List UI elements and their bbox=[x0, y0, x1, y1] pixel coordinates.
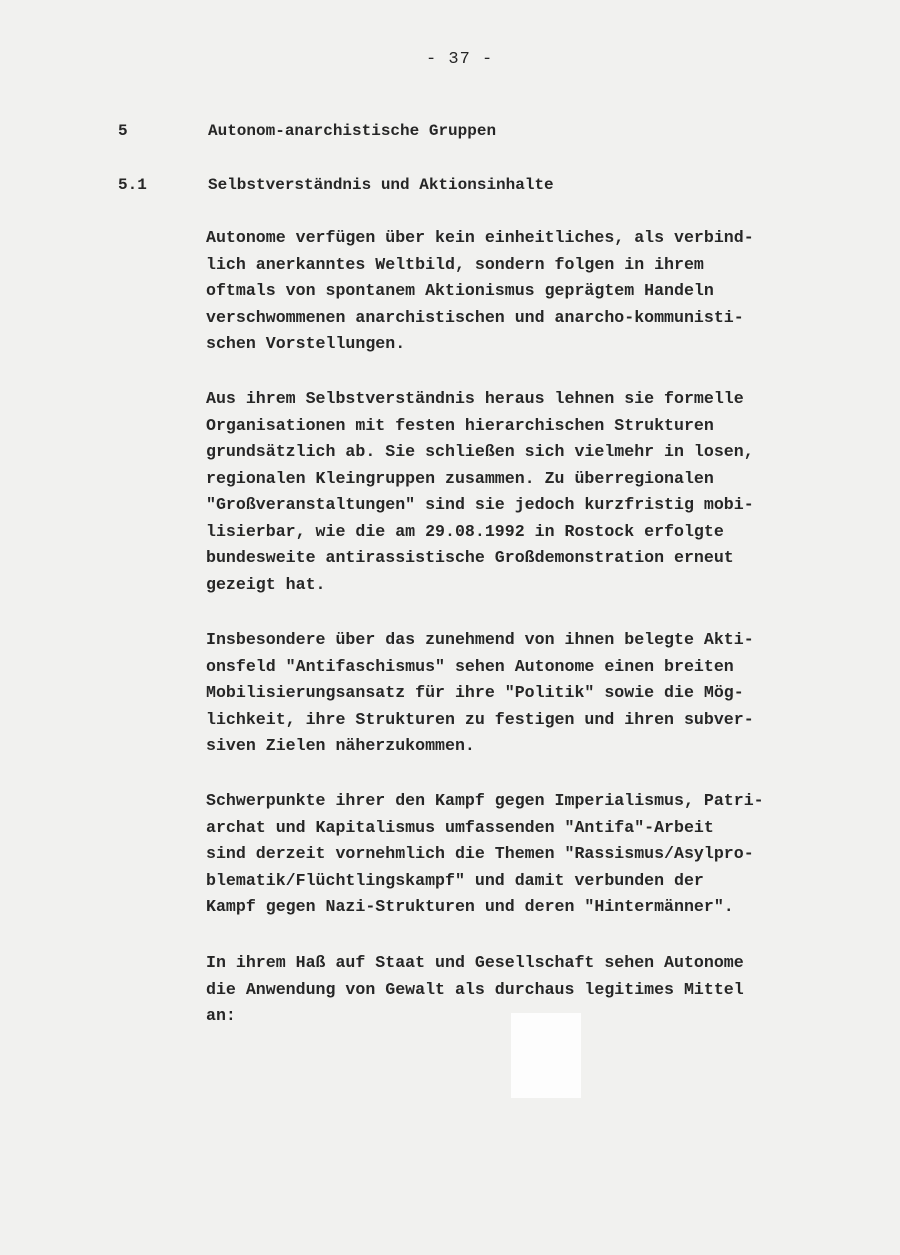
paragraph-line: schen Vorstellungen. bbox=[206, 334, 406, 353]
subsection-number: 5.1 bbox=[118, 176, 147, 194]
paragraph-line: oftmals von spontanem Aktionismus geprägtem Handeln bbox=[206, 281, 714, 300]
paragraph-line: onsfeld "Antifaschismus" sehen Autonome einen breiten bbox=[206, 656, 734, 676]
paragraph-line: die Anwendung von Gewalt als durchaus legitimes Mittel bbox=[206, 979, 744, 999]
paragraph-line: bundesweite antirassistische Großdemonstration erneut bbox=[206, 548, 734, 567]
section-number: 5 bbox=[118, 122, 128, 140]
paragraph-line: In ihrem Haß auf Staat und Gesellschaft sehen Autonome bbox=[206, 953, 744, 972]
paragraph-line: an: bbox=[206, 1006, 236, 1025]
scan-artifact bbox=[511, 1013, 581, 1098]
paragraph-line: regionalen Kleingruppen zusammen. Zu überregionalen bbox=[206, 468, 714, 488]
paragraph-line: lichkeit, ihre Strukturen zu festigen und ihren subver- bbox=[206, 709, 754, 729]
paragraph-line: lisierbar, wie die am 29.08.1992 in Rostock erfolgte bbox=[206, 521, 724, 541]
paragraph-line: Schwerpunkte ihrer den Kampf gegen Imperialismus, Patri- bbox=[206, 791, 764, 810]
paragraph-line: Organisationen mit festen hierarchischen Strukturen bbox=[206, 415, 714, 435]
page-number: - 37 - bbox=[426, 50, 494, 69]
paragraph-line: blematik/Flüchtlingskampf" und damit verbunden der bbox=[206, 870, 704, 890]
paragraph-line: archat und Kapitalismus umfassenden "Antifa"-Arbeit bbox=[206, 817, 714, 837]
paragraph-line: "Großveranstaltungen" sind sie jedoch kurzfristig mobi- bbox=[206, 495, 754, 514]
paragraph-line: Kampf gegen Nazi-Strukturen und deren "Hintermänner". bbox=[206, 897, 734, 916]
paragraph-line: Autonome verfügen über kein einheitliches, als verbind- bbox=[206, 228, 754, 247]
paragraph-line: lich anerkanntes Weltbild, sondern folgen in ihrem bbox=[206, 254, 704, 274]
paragraph-line: verschwommenen anarchistischen und anarcho-kommunisti- bbox=[206, 307, 744, 327]
subsection-title: Selbstverständnis und Aktionsinhalte bbox=[208, 176, 554, 194]
paragraph-line: Insbesondere über das zunehmend von ihnen belegte Akti- bbox=[206, 630, 754, 649]
paragraph-3 bbox=[206, 627, 826, 760]
body-text bbox=[206, 627, 826, 760]
paragraph-1 bbox=[206, 225, 826, 358]
body-text bbox=[206, 225, 826, 358]
paragraph-line: gezeigt hat. bbox=[206, 574, 326, 594]
paragraph-4 bbox=[206, 788, 826, 921]
paragraph-line: siven Zielen näherzukommen. bbox=[206, 736, 475, 755]
paragraph-line: Aus ihrem Selbstverständnis heraus lehnen sie formelle bbox=[206, 389, 744, 408]
body-text bbox=[206, 788, 826, 921]
paragraph-line: sind derzeit vornehmlich die Themen "Rassismus/Asylpro- bbox=[206, 844, 754, 863]
paragraph-line: grundsätzlich ab. Sie schließen sich vielmehr in losen, bbox=[206, 442, 754, 461]
body-text bbox=[206, 386, 826, 598]
paragraph-line: Mobilisierungsansatz für ihre "Politik" sowie die Mög- bbox=[206, 683, 744, 702]
section-title: Autonom-anarchistische Gruppen bbox=[208, 122, 497, 140]
paragraph-2 bbox=[206, 386, 826, 598]
